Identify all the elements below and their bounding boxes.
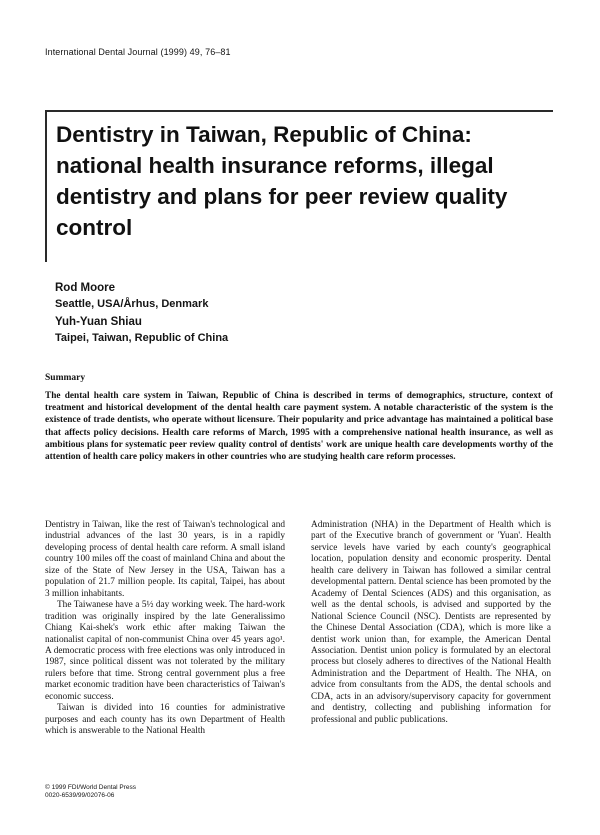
- body-paragraph: Dentistry in Taiwan, like the rest of Taiwan's technological and industrial advances of the last 30 years, is in a rapidly developing process of dental health care reform. A small island country 100 miles off the coast of mainland China and about the size of the State of New Jersey in the USA, Taiwan has a population of 21.7 million people. Its capital, Taipei, has about 3 million inhabitants.: [45, 520, 285, 599]
- copyright-notice: © 1999 FDI/World Dental Press: [45, 784, 137, 791]
- author-affiliation-2: Taipei, Taiwan, Republic of China: [55, 332, 229, 344]
- author-name-1: Rod Moore: [55, 282, 116, 294]
- body-column-right: [311, 520, 551, 726]
- summary-heading: Summary: [45, 373, 86, 383]
- footer: [45, 784, 136, 800]
- author-affiliation-1: Seattle, USA/Århus, Denmark: [55, 298, 209, 310]
- body-paragraph: Administration (NHA) in the Department of Health which is part of the Executive branch of government or 'Yuan'. Health service levels have varied by each county's geographical location, population density and economic prosperity. Dental health care delivery in Taiwan has followed a similar central developmental pattern. Dental science has been promoted by the Academy of Dental Sciences (ADS) and this organisation, as well as the dental schools, is advised and supported by the National Science Council (NSC). Dentists are represented by the Chinese Dental Association (CDA), which is more like a dentist work union than, for example, the American Dental Association. Dentist union policy is formulated by an electoral process but closely adheres to directives of the National Health Administration and the Department of Health. The NHA, on advice from consultants from the ADS, the dental schools and CDA, acts in an advisory/supervisory capacity for government and dentistry, collecting and publishing information for professional and public publications.: [311, 520, 551, 725]
- body-paragraph: Taiwan is divided into 16 counties for administrative purposes and each county has its own Department of Health which is answerable to the National Health: [45, 703, 285, 737]
- author-name-2: Yuh-Yuan Shiau: [55, 316, 142, 328]
- journal-citation: International Dental Journal (1999) 49, 76–81: [45, 47, 231, 57]
- body-paragraph: The Taiwanese have a 5½ day working week. The hard-work tradition was originally inspired by the late Generalissimo Chiang Kai-shek's work ethic after making Taiwan the nationalist capital of non-communist China over 45 years ago¹. A democratic process with free elections was only introduced in 1987, since political dissent was not tolerated by the military rulers before that time. Strong central government plus a free market economic tradition have been characteristics of Taiwan's economic success.: [45, 600, 285, 702]
- summary-text: The dental health care system in Taiwan, Republic of China is described in terms of demographics, structure, context of treatment and historical development of the dental health care payment system. A notable characteristic of the system is the existence of trade dentists, who operate without licensure. Their popularity and price advantage has maintained a political base that affects policy decisions. Health care reforms of March, 1995 with a comprehensive national health insurance, as well as ambitious plans for systematic peer review quality control of dentists' work are unique health care developments worthy of the attention of health care policy makers in other countries who are studying health care reform processes.: [45, 391, 553, 463]
- publication-code: 0020-6539/99/02076-06: [45, 792, 115, 799]
- body-column-left: [45, 520, 285, 738]
- author-block: [55, 280, 228, 346]
- article-title: Dentistry in Taiwan, Republic of China: national health insurance reforms, illegal dentistry and plans for peer review quality control: [56, 122, 508, 240]
